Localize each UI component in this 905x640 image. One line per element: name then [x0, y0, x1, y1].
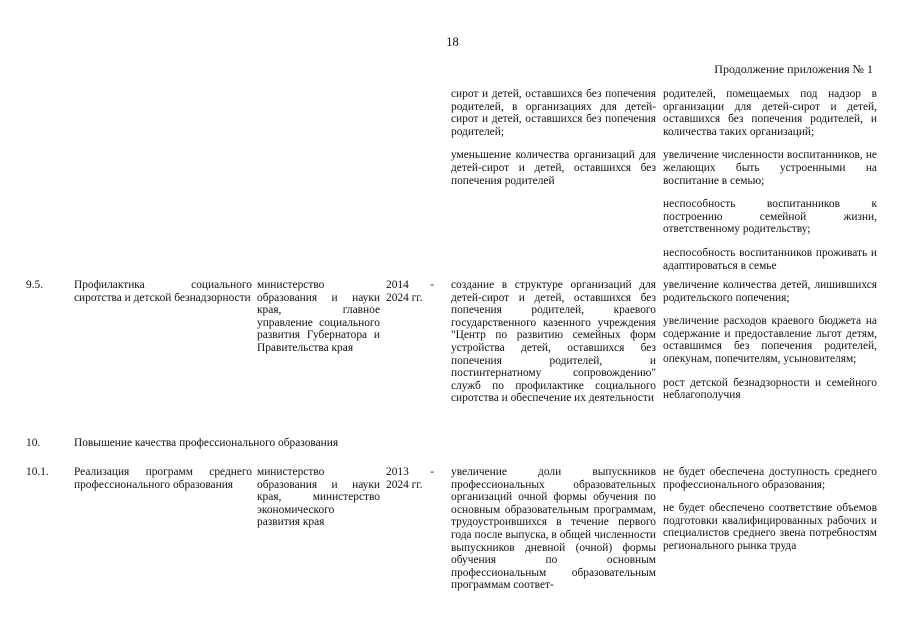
top-risk-2: увеличение численности воспитанников, не желающих быть устроенными на воспитание в семью; [663, 149, 877, 187]
row-9-5-result: создание в структуре организаций для детей-сирот и детей, оставшихся без попечения родителей, краевого государственного казенного учреждения "Центр по развитию семейных форм устройства детей, оставшихся без попечения родителей, и постинтернатному сопровождению" служб по профилактике социального сиротства и обеспечение их деятельности [451, 279, 656, 405]
row-9-5-number: 9.5. [26, 279, 44, 291]
continuation-label: Продолжение приложения № 1 [714, 62, 873, 76]
page-number: 18 [446, 35, 459, 49]
row-9-5-name: Профилактика социального сиротства и детской безнадзорности [74, 279, 252, 304]
row-10-1-responsible: министерство образования и науки края, министерство экономического развития края [257, 466, 380, 529]
row-10-1-term: 2013 - 2024 гг. [386, 466, 434, 491]
row-9-5-risk-1: увеличение количества детей, лишившихся родительского попечения; [663, 279, 877, 304]
section-10-number: 10. [26, 437, 41, 449]
top-risk-4: неспособность воспитанников проживать и адаптироваться в семье [663, 246, 877, 272]
row-10-1-name: Реализация программ среднего профессионального образования [74, 466, 252, 491]
top-risks-cell [663, 88, 877, 272]
top-result-2: уменьшение количества организаций для детей-сирот и детей, оставшихся без попечения родителей [451, 149, 656, 187]
row-10-1-risk-2: не будет обеспечено соответствие объемов подготовки квалифицированных рабочих и специалистов среднего звена потребностям регионального рынка труда [663, 502, 877, 552]
top-results-cell [451, 88, 656, 187]
row-9-5-responsible: министерство образования и науки края, главное управление социального развития Губернатора и Правительства края [257, 279, 380, 354]
row-10-1-number: 10.1. [26, 466, 49, 478]
row-9-5-risk-2: увеличение расходов краевого бюджета на содержание и предоставление льгот детям, оставшимся без попечения родителей, опекунам, попечителям, усыновителям; [663, 315, 877, 365]
top-result-1: сирот и детей, оставшихся без попечения родителей, в организациях для детей-сирот и детей, оставшихся без попечения родителей; [451, 88, 656, 138]
row-9-5-risk-3: рост детской безнадзорности и семейного неблагополучия [663, 376, 877, 402]
section-10-title: Повышение качества профессионального образования [74, 437, 339, 449]
row-9-5-term: 2014 - 2024 гг. [386, 279, 434, 304]
row-9-5-risks [663, 279, 877, 402]
row-10-1-risk-1: не будет обеспечена доступность среднего профессионального образования; [663, 466, 877, 491]
top-risk-1: родителей, помещаемых под надзор в организации для детей-сирот и детей, оставшихся без попечения родителей, и количества таких организаций; [663, 88, 877, 138]
top-risk-3: неспособность воспитанников к построению семейной жизни, ответственному родительству; [663, 198, 877, 236]
row-10-1-risks [663, 466, 877, 553]
row-10-1-result: увеличение доли выпускников профессиональных образовательных организаций очной формы обучения по основным образовательным программам, трудоустроившихся в течение первого года после выпуска, в общей численности выпускников дневной (очной) формы обучения по основным профессиональным образовательным программам соответ- [451, 466, 656, 592]
